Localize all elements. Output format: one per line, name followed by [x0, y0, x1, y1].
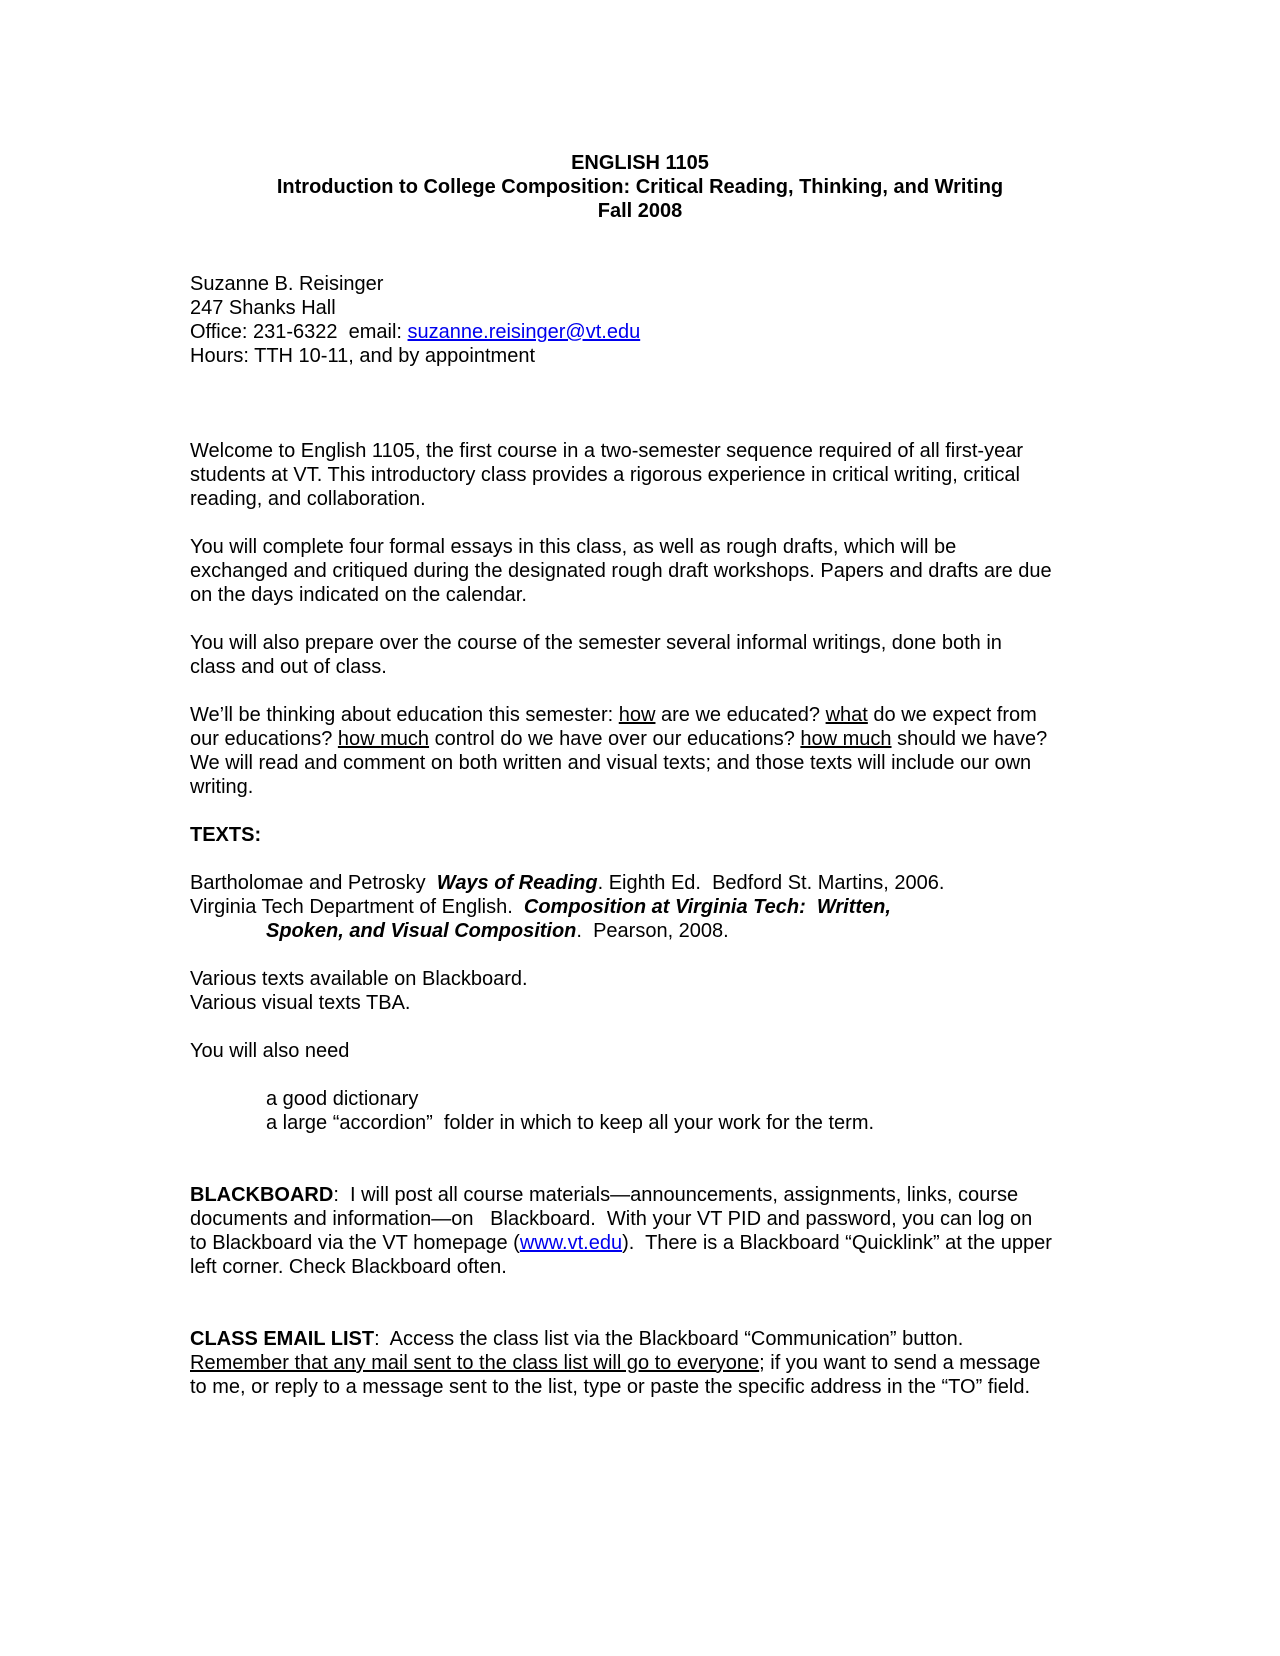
- blackboard-line-3: to Blackboard via the VT homepage (www.vt.edu). There is a Blackboard “Quicklink” at the upper: [190, 1232, 1052, 1254]
- book-2: Virginia Tech Department of English. Composition at Virginia Tech: Written,: [190, 896, 891, 918]
- various-texts: [190, 967, 1110, 1015]
- book-1: Bartholomae and Petrosky Ways of Reading. Eighth Ed. Bedford St. Martins, 2006.: [190, 872, 945, 894]
- essays-line-1: You will complete four formal essays in this class, as well as rough drafts, which will be: [190, 536, 957, 558]
- instructor-name: Suzanne B. Reisinger: [190, 273, 384, 295]
- email-link[interactable]: suzanne.reisinger@vt.edu: [407, 321, 641, 343]
- essays-paragraph: [190, 535, 1110, 607]
- blackboard-line-4: left corner. Check Blackboard often.: [190, 1256, 507, 1278]
- education-line-2: our educations? how much control do we have over our educations? how much should we have?: [190, 728, 1048, 750]
- email-list-warning: Remember that any mail sent to the class list will go to everyone: [190, 1352, 760, 1374]
- title-block: [190, 151, 1090, 223]
- informal-paragraph: [190, 631, 1110, 679]
- informal-line-1: You will also prepare over the course of the semester several informal writings, done both in: [190, 632, 1002, 654]
- office-location: 247 Shanks Hall: [190, 297, 336, 319]
- informal-line-2: class and out of class.: [190, 656, 387, 678]
- email-list-paragraph: [190, 1327, 1110, 1399]
- education-paragraph: [190, 703, 1110, 799]
- need-intro: You will also need: [190, 1040, 350, 1062]
- how-much-underlined: how much: [337, 728, 430, 750]
- how-underlined: how: [618, 704, 656, 726]
- need-list: [190, 1087, 1110, 1135]
- course-title: Introduction to College Composition: Critical Reading, Thinking, and Writing: [276, 176, 1004, 198]
- book-2-continued: Spoken, and Visual Composition. Pearson, 2008.: [266, 920, 729, 942]
- blackboard-line-1: BLACKBOARD: I will post all course materials—announcements, assignments, links, course: [190, 1184, 1019, 1206]
- office-phone: Office: 231-6322 email:: [190, 321, 408, 343]
- need-item: a large “accordion” folder in which to keep all your work for the term.: [266, 1112, 875, 1134]
- education-line-4: writing.: [190, 776, 254, 798]
- blackboard-line-2: documents and information—on Blackboard. With your VT PID and password, you can log on: [190, 1208, 1033, 1230]
- essays-line-3: on the days indicated on the calendar.: [190, 584, 527, 606]
- texts-heading: TEXTS:: [190, 824, 262, 846]
- office-line: [190, 320, 640, 344]
- book-1-title: Ways of Reading: [436, 872, 598, 894]
- education-line-3: We will read and comment on both written and visual texts; and those texts will include our own: [190, 752, 1032, 774]
- various-line-2: Various visual texts TBA.: [190, 992, 411, 1014]
- welcome-paragraph: [190, 439, 1110, 511]
- syllabus-body: [190, 439, 1110, 1423]
- essays-line-2: exchanged and critiqued during the designated rough draft workshops. Papers and drafts are due: [190, 560, 1052, 582]
- course-code: ENGLISH 1105: [571, 152, 709, 174]
- email-list-line-1: CLASS EMAIL LIST: Access the class list via the Blackboard “Communication” button.: [190, 1328, 964, 1350]
- email-list-label: CLASS EMAIL LIST: [190, 1328, 375, 1350]
- need-item: a good dictionary: [266, 1088, 419, 1110]
- welcome-line-1: Welcome to English 1105, the first course in a two-semester sequence required of all first-year: [190, 440, 1023, 462]
- email-list-line-2: Remember that any mail sent to the class list will go to everyone; if you want to send a message: [190, 1352, 1041, 1374]
- email-list-line-3: to me, or reply to a message sent to the list, type or paste the specific address in the “TO” field.: [190, 1376, 1031, 1398]
- welcome-line-3: reading, and collaboration.: [190, 488, 426, 510]
- welcome-line-2: students at VT. This introductory class provides a rigorous experience in critical writing, critical: [190, 464, 1020, 486]
- blackboard-paragraph: [190, 1183, 1110, 1279]
- course-term: Fall 2008: [597, 200, 683, 222]
- vt-homepage-link[interactable]: www.vt.edu: [519, 1232, 623, 1254]
- book-2-title: Composition at Virginia Tech: Written,: [523, 896, 891, 918]
- education-line-1: We’ll be thinking about education this semester: how are we educated? what do we expect from: [190, 704, 1037, 726]
- how-much-underlined-2: how much: [800, 728, 892, 750]
- instructor-contact: [190, 272, 640, 368]
- what-underlined: what: [825, 704, 868, 726]
- office-hours: Hours: TTH 10-11, and by appointment: [190, 345, 535, 367]
- texts-list: [190, 871, 1110, 943]
- blackboard-label: BLACKBOARD: [190, 1184, 334, 1206]
- various-line-1: Various texts available on Blackboard.: [190, 968, 528, 990]
